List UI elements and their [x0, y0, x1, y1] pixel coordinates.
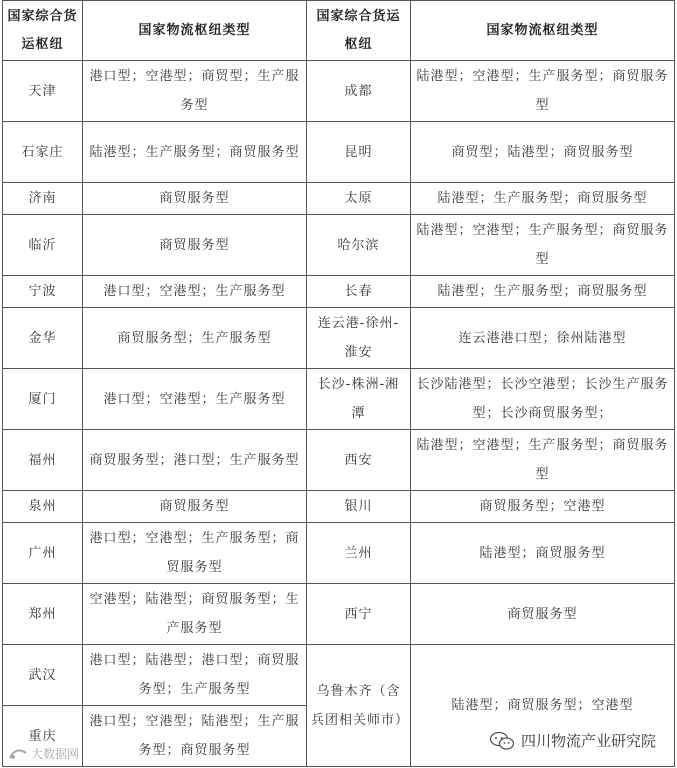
hub-city-cell: 西安 [307, 430, 411, 491]
hub-city-cell: 长沙-株洲-湘潭 [307, 369, 411, 430]
hub-city-cell: 金华 [3, 308, 83, 369]
hub-city-cell: 泉州 [3, 491, 83, 523]
table-row [3, 523, 675, 584]
hub-type-cell: 商贸服务型；空港型 [411, 491, 675, 523]
hub-type-cell: 陆港型；空港型；生产服务型；商贸服务型 [411, 61, 675, 122]
hub-type-cell: 港口型；空港型；商贸型；生产服务型 [83, 61, 307, 122]
hub-city-cell: 银川 [307, 491, 411, 523]
hub-city-cell: 西宁 [307, 584, 411, 645]
hub-city-cell: 哈尔滨 [307, 215, 411, 276]
hub-type-cell: 长沙陆港型；长沙空港型；长沙生产服务型；长沙商贸服务型； [411, 369, 675, 430]
watermark-right [486, 730, 659, 751]
hub-city-cell: 临沂 [3, 215, 83, 276]
hub-city-cell: 兰州 [307, 523, 411, 584]
hub-type-cell: 陆港型；空港型；生产服务型；商贸服务型 [411, 215, 675, 276]
hub-type-cell: 商贸服务型 [411, 584, 675, 645]
hub-city-cell: 成都 [307, 61, 411, 122]
hub-city-cell: 重庆 [3, 706, 83, 767]
hub-type-cell: 陆港型；生产服务型；商贸服务型 [411, 183, 675, 215]
table-row [3, 215, 675, 276]
table-row [3, 183, 675, 215]
hub-city-cell: 厦门 [3, 369, 83, 430]
header-type-2: 国家物流枢纽类型 [411, 1, 675, 61]
hub-type-cell: 陆港型；商贸服务型；空港型 [411, 645, 675, 767]
logo-icon [8, 747, 28, 761]
header-hub-2: 国家综合货运枢纽 [307, 1, 411, 61]
hub-type-cell: 商贸服务型 [83, 491, 307, 523]
hub-type-cell: 商贸服务型；生产服务型 [83, 308, 307, 369]
table-row [3, 369, 675, 430]
hub-type-cell: 港口型；空港型；生产服务型 [83, 276, 307, 308]
hub-city-cell: 郑州 [3, 584, 83, 645]
table-row [3, 308, 675, 369]
hub-city-cell: 乌鲁木齐（含兵团相关师市） [307, 645, 411, 767]
hub-city-cell: 武汉 [3, 645, 83, 706]
hub-type-cell: 陆港型；生产服务型；商贸服务型 [83, 122, 307, 183]
hub-city-cell: 福州 [3, 430, 83, 491]
hub-type-cell: 连云港港口型；徐州陆港型 [411, 308, 675, 369]
hub-type-cell: 港口型；空港型；陆港型；生产服务型；商贸服务型 [83, 706, 307, 767]
hub-type-cell: 商贸型；陆港型；商贸服务型 [411, 122, 675, 183]
header-hub-1: 国家综合货运枢纽 [3, 1, 83, 61]
hub-table [2, 0, 675, 767]
hub-city-cell: 石家庄 [3, 122, 83, 183]
hub-type-cell: 商贸服务型 [83, 215, 307, 276]
table-row [3, 430, 675, 491]
hub-type-cell: 商贸服务型 [83, 183, 307, 215]
header-row [3, 1, 675, 61]
hub-city-cell: 天津 [3, 61, 83, 122]
hub-type-cell: 陆港型；生产服务型；商贸服务型 [411, 276, 675, 308]
wechat-icon [489, 731, 515, 751]
hub-type-cell: 港口型；陆港型；港口型；商贸服务型；生产服务型 [83, 645, 307, 706]
hub-type-cell: 港口型；空港型；生产服务型；商贸服务型 [83, 523, 307, 584]
hub-city-cell: 长春 [307, 276, 411, 308]
watermark-left-text: 大数据网 [31, 747, 80, 761]
table-row [3, 584, 675, 645]
table-row [3, 61, 675, 122]
hub-type-cell: 陆港型；商贸服务型 [411, 523, 675, 584]
hub-type-cell: 陆港型；空港型；生产服务型；商贸服务型 [411, 430, 675, 491]
hub-type-cell: 空港型；陆港型；商贸服务型；生产服务型 [83, 584, 307, 645]
hub-city-cell: 连云港-徐州-淮安 [307, 308, 411, 369]
table-row [3, 491, 675, 523]
header-type-1: 国家物流枢纽类型 [83, 1, 307, 61]
hub-city-cell: 广州 [3, 523, 83, 584]
hub-type-cell: 港口型；空港型；生产服务型 [83, 369, 307, 430]
hub-city-cell: 昆明 [307, 122, 411, 183]
hub-city-cell: 太原 [307, 183, 411, 215]
watermark-right-text: 四川物流产业研究院 [520, 732, 656, 750]
hub-type-cell: 商贸服务型；港口型；生产服务型 [83, 430, 307, 491]
hub-city-cell: 济南 [3, 183, 83, 215]
table-row [3, 645, 675, 706]
table-row [3, 276, 675, 308]
hub-city-cell: 宁波 [3, 276, 83, 308]
table-row [3, 122, 675, 183]
watermark-left [8, 745, 79, 762]
